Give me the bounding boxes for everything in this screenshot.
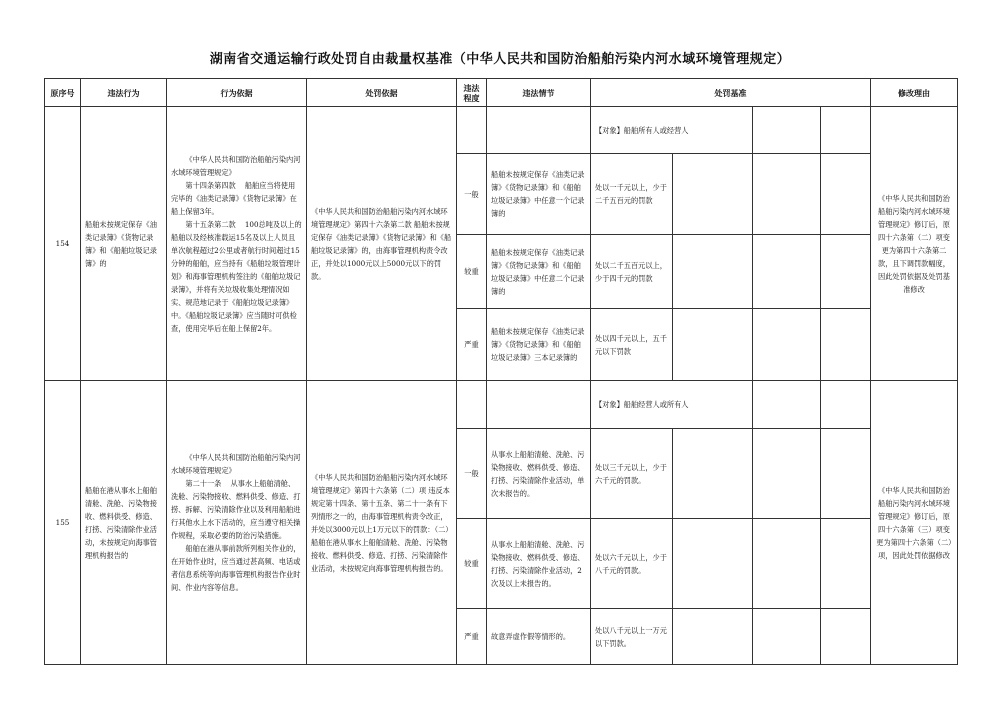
empty-cell: [673, 609, 753, 665]
empty-cell: [821, 154, 871, 235]
empty-cell: [457, 381, 487, 429]
table-row: [45, 381, 958, 429]
empty-cell: [753, 107, 821, 154]
empty-cell: [821, 309, 871, 381]
empty-cell: [673, 235, 753, 309]
empty-cell: [673, 429, 753, 519]
seq-cell: 154: [45, 107, 81, 381]
standard-cell: 处以一千元以上，少于二千五百元的罚款: [591, 154, 673, 235]
empty-cell: [673, 309, 753, 381]
seq-cell: 155: [45, 381, 81, 665]
header-act: 违法行为: [81, 79, 167, 107]
empty-cell: [821, 609, 871, 665]
empty-cell: [821, 235, 871, 309]
degree-cell: 一般: [457, 429, 487, 519]
empty-cell: [673, 519, 753, 609]
header-degree: 违法程度: [457, 79, 487, 107]
basis-paragraph: 船舶在港从事前款所列相关作业的，在开始作业时，应当通过甚高频、电话或者信息系统等向海事管理机构报告作业时间、作业内容等信息。: [171, 544, 301, 592]
circumstance-cell: 从事水上船舶清舱、洗舱、污染物接收、燃料供受、修造、打捞、污染清除作业活动，单次未报告的。: [487, 429, 591, 519]
empty-cell: [457, 107, 487, 154]
header-seq: 原序号: [45, 79, 81, 107]
empty-cell: [753, 309, 821, 381]
reason-cell: 《中华人民共和国防治船舶污染内河水域环境管理规定》修订后，原四十六条第（二）项变更为第四十六条第二款，且下调罚款幅度，因此处罚依据及处罚基准修改: [871, 107, 958, 381]
standard-cell: 处以三千元以上，少于六千元的罚款。: [591, 429, 673, 519]
basis-paragraph: 第十五条第二款 100总吨及以上的船舶以及经核准载运15名及以上人员且单次航程超过2公里或者航行时间超过15分钟的船舶，应当持有《船舶垃圾管理计划》和海事管理机构签注的《船舶垃圾记录簿》，并将有关垃圾收集处理情况如实、规范地记录于《船舶垃圾记录簿》中。《船舶垃圾记录簿》应当随时可供检查，使用完毕后在船上保留2年。: [171, 219, 302, 333]
empty-cell: [753, 429, 821, 519]
target-cell: 【对象】船舶所有人或经营人: [591, 107, 753, 154]
empty-cell: [821, 381, 871, 429]
empty-cell: [821, 519, 871, 609]
empty-cell: [673, 154, 753, 235]
empty-cell: [821, 429, 871, 519]
degree-cell: 较重: [457, 235, 487, 309]
empty-cell: [753, 154, 821, 235]
standard-cell: 处以四千元以上，五千元以下罚款: [591, 309, 673, 381]
circumstance-cell: 船舶未按规定保存《油类记录簿》《货物记录簿》和《船舶垃圾记录簿》三本记录簿的: [487, 309, 591, 381]
header-row: [45, 79, 958, 107]
table-row: [45, 107, 958, 154]
empty-cell: [753, 381, 821, 429]
empty-cell: [753, 235, 821, 309]
empty-cell: [487, 107, 591, 154]
empty-cell: [821, 107, 871, 154]
basis-cell: [167, 381, 307, 665]
circumstance-cell: 从事水上船舶清舱、洗舱、污染物接收、燃料供受、修造、打捞、污染清除作业活动，2次及以上未报告的。: [487, 519, 591, 609]
header-standard: 处罚基准: [591, 79, 871, 107]
header-penalty-basis: 处罚依据: [307, 79, 457, 107]
act-cell: 船舶在港从事水上船舶清舱、洗舱、污染物接收、燃料供受、修造、打捞、污染清除作业活动，未按规定向海事管理机构报告的: [81, 381, 167, 665]
basis-paragraph: 《中华人民共和国防治船舶污染内河水域环境管理规定》: [171, 453, 301, 475]
target-cell: 【对象】船舶经营人或所有人: [591, 381, 753, 429]
empty-cell: [487, 381, 591, 429]
degree-cell: 较重: [457, 519, 487, 609]
page-title: 湖南省交通运输行政处罚自由裁量权基准（中华人民共和国防治船舶污染内河水域环境管理规定）: [209, 52, 791, 67]
basis-cell: [167, 107, 307, 381]
degree-cell: 一般: [457, 154, 487, 235]
act-cell: 船舶未按规定保存《油类记录簿》《货物记录簿》和《船舶垃圾记录簿》的: [81, 107, 167, 381]
header-basis: 行为依据: [167, 79, 307, 107]
standard-cell: 处以六千元以上，少于八千元的罚款。: [591, 519, 673, 609]
standard-cell: 处以八千元以上一万元以下罚款。: [591, 609, 673, 665]
degree-cell: 严重: [457, 309, 487, 381]
header-reason: 修改理由: [871, 79, 958, 107]
header-circumstance: 违法情节: [487, 79, 591, 107]
basis-paragraph: 《中华人民共和国防治船舶污染内河水域环境管理规定》: [171, 154, 301, 177]
empty-cell: [753, 609, 821, 665]
basis-paragraph: 第二十一条 从事水上船舶清舱、洗舱、污染物接收、燃料供受、修造、打捞、拆解、污染清除作业以及利用船舶进行其他水上水下活动的，应当遵守相关操作规程，采取必要的防治污染措施。: [171, 479, 301, 540]
circumstance-cell: 故意弄虚作假等情形的。: [487, 609, 591, 665]
circumstance-cell: 船舶未按规定保存《油类记录簿》《货物记录簿》和《船舶垃圾记录簿》中任意二个记录簿的: [487, 235, 591, 309]
basis-paragraph: 第十四条第四款 船舶应当将使用完毕的《油类记录簿》《货物记录簿》在船上保留3年。: [171, 180, 297, 216]
reason-cell: 《中华人民共和国防治船舶污染内河水域环境管理规定》修订后，原四十六条第（三）项变更为第四十六条第（二）项，因此处罚依据修改: [871, 381, 958, 665]
penalty-standard-table: [44, 78, 958, 665]
degree-cell: 严重: [457, 609, 487, 665]
standard-cell: 处以二千五百元以上，少于四千元的罚款: [591, 235, 673, 309]
penalty-basis-cell: 《中华人民共和国防治船舶污染内河水域环境管理规定》第四十六条第二款 船舶未按规定保存《油类记录簿》《货物记录簿》和《船舶垃圾记录簿》的，由海事管理机构责令改正，并处以1000元以上5000元以下的罚款。: [307, 107, 457, 381]
empty-cell: [753, 519, 821, 609]
penalty-basis-cell: 《中华人民共和国防治船舶污染内河水域环境管理规定》第四十六条第（二）项 违反本规定第十四条、第十五条、第二十一条有下列情形之一的，由海事管理机构责令改正，并处以3000元以上1万元以下的罚款：（二）船舶在港从事水上船舶清舱、洗舱、污染物接收、燃料供受、修造、打捞、污染清除作业活动，未按规定向海事管理机构报告的。: [307, 381, 457, 665]
circumstance-cell: 船舶未按规定保存《油类记录簿》《货物记录簿》和《船舶垃圾记录簿》中任意一个记录簿的: [487, 154, 591, 235]
